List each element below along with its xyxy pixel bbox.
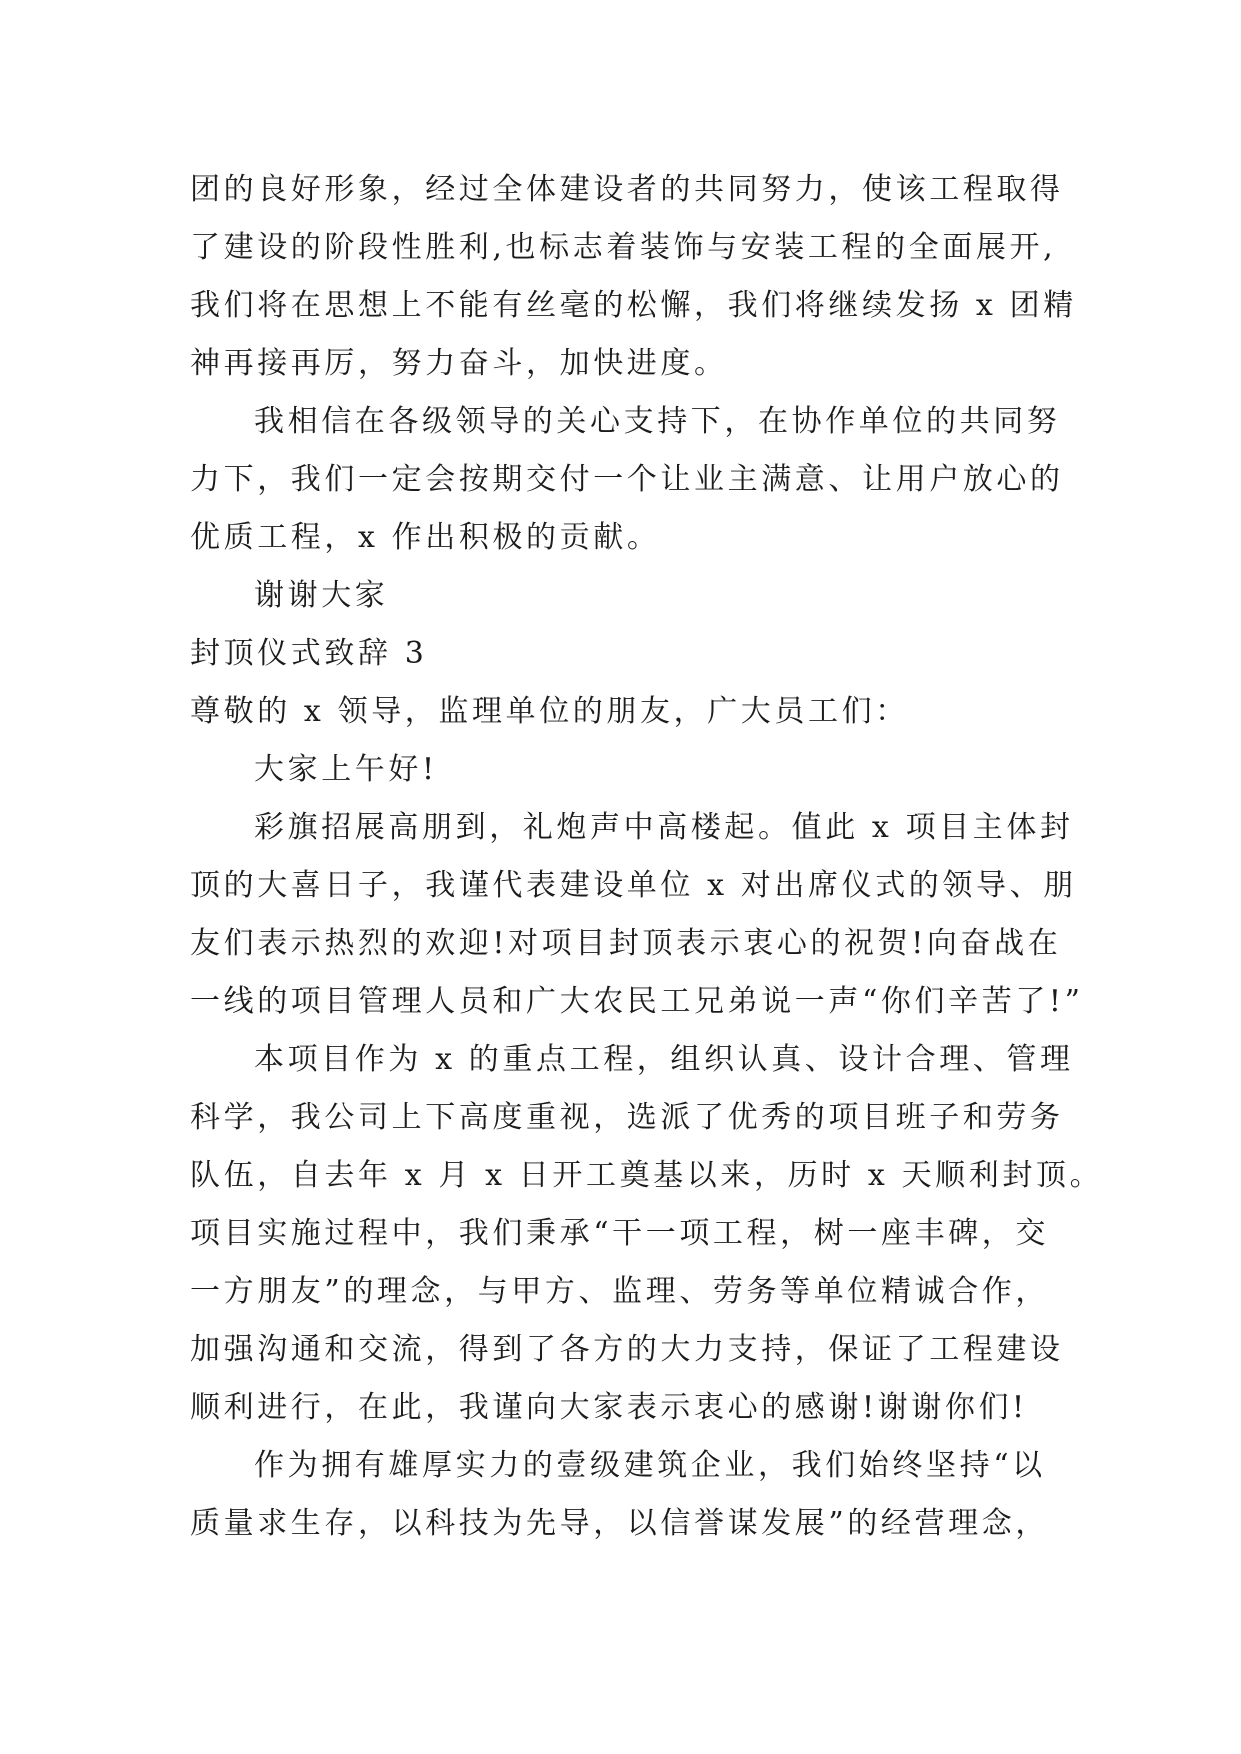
body-text-line: 力下，我们一定会按期交付一个让业主满意、让用户放心的 xyxy=(190,462,1064,497)
paragraph-first-line: 彩旗招展高朋到，礼炮声中高楼起。值此 x 项目主体封 xyxy=(254,810,1074,845)
body-text-line: 一线的项目管理人员和广大农民工兄弟说一声“你们辛苦了!” xyxy=(190,984,1084,1019)
section-heading: 封顶仪式致辞 3 xyxy=(190,636,428,671)
paragraph-first-line: 本项目作为 x 的重点工程，组织认真、设计合理、管理 xyxy=(254,1042,1074,1077)
body-text-line: 顶的大喜日子，我谨代表建设单位 x 对出席仪式的领导、朋 xyxy=(190,868,1077,903)
body-text-line: 一方朋友”的理念，与甲方、监理、劳务等单位精诚合作， xyxy=(190,1274,1049,1309)
body-text-line: 了建设的阶段性胜利,也标志着装饰与安装工程的全面展开, xyxy=(190,230,1057,265)
body-text-line: 神再接再厉，努力奋斗，加快进度。 xyxy=(190,346,728,381)
paragraph-first-line: 我相信在各级领导的关心支持下，在协作单位的共同努 xyxy=(254,404,1061,439)
body-text-line: 项目实施过程中，我们秉承“干一项工程，树一座丰碑，交 xyxy=(190,1216,1049,1251)
salutation: 尊敬的 x 领导，监理单位的朋友，广大员工们： xyxy=(190,694,909,729)
body-text-line: 加强沟通和交流，得到了各方的大力支持，保证了工程建设 xyxy=(190,1332,1064,1367)
body-text-line: 友们表示热烈的欢迎!对项目封顶表示衷心的祝贺!向奋战在 xyxy=(190,926,1062,961)
greeting: 大家上午好! xyxy=(254,752,438,787)
body-text-line: 顺利进行，在此，我谨向大家表示衷心的感谢!谢谢你们! xyxy=(190,1390,1028,1425)
body-text-line: 科学，我公司上下高度重视，选派了优秀的项目班子和劳务 xyxy=(190,1100,1064,1135)
closing-thanks: 谢谢大家 xyxy=(254,578,389,613)
body-text-line: 我们将在思想上不能有丝毫的松懈，我们将继续发扬 x 团精 xyxy=(190,288,1077,323)
body-text-line: 质量求生存，以科技为先导，以信誉谋发展”的经营理念， xyxy=(190,1506,1049,1541)
paragraph-first-line: 作为拥有雄厚实力的壹级建筑企业，我们始终坚持“以 xyxy=(254,1448,1046,1483)
body-text-line: 团的良好形象，经过全体建设者的共同努力，使该工程取得 xyxy=(190,172,1064,207)
body-text-line: 优质工程，x 作出积极的贡献。 xyxy=(190,520,661,555)
body-text-line: 队伍，自去年 x 月 x 日开工奠基以来，历时 x 天顺利封顶。 xyxy=(190,1158,1104,1193)
